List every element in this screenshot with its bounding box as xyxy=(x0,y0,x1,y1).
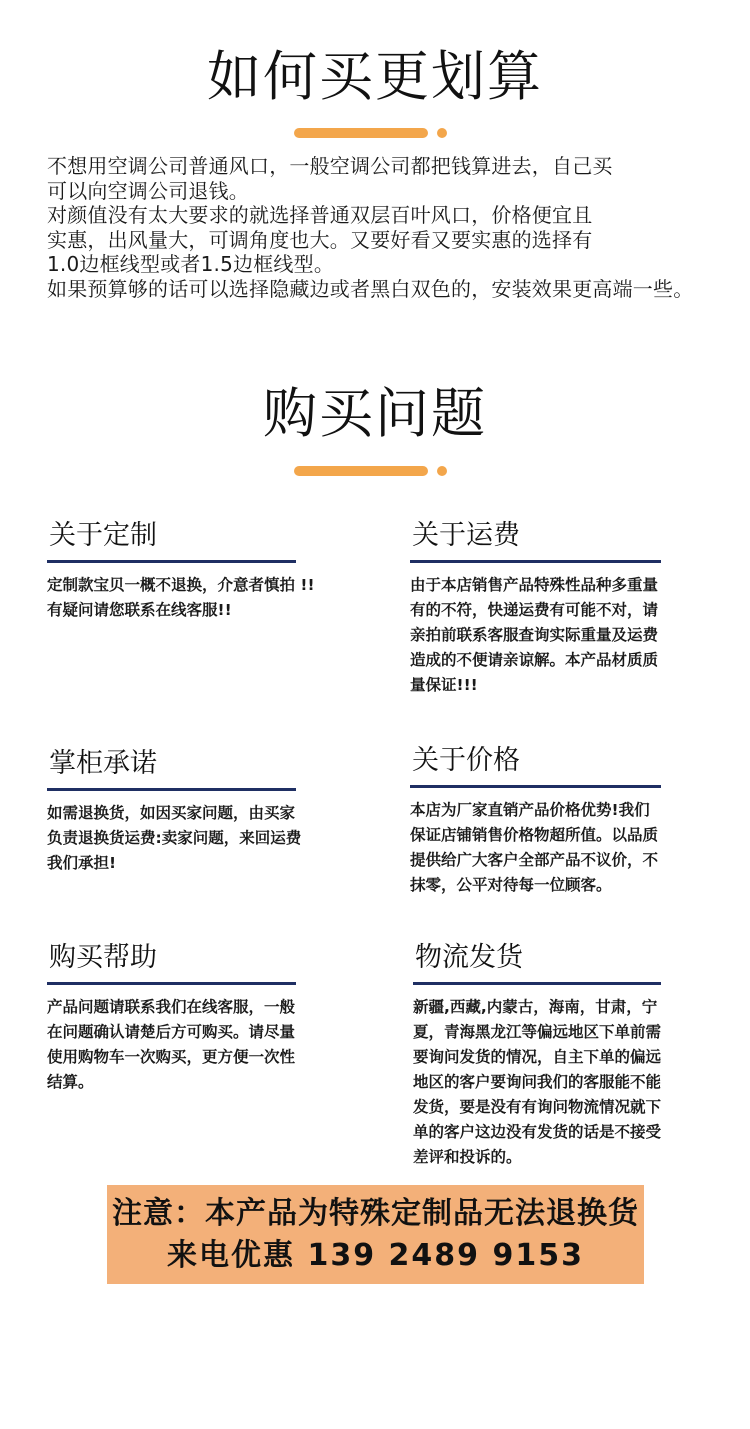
card-underline xyxy=(410,560,661,563)
title-divider xyxy=(0,128,750,140)
card-body xyxy=(410,573,661,698)
card-title: 购买帮助 xyxy=(49,942,157,973)
card-text-line: 亲拍前联系客服查询实际重量及运费 xyxy=(410,626,659,644)
notice-banner xyxy=(107,1185,644,1284)
card-title: 物流发货 xyxy=(415,942,523,973)
paragraph-line: 实惠，出风量大，可调角度也大。又要好看又要实惠的选择有 xyxy=(47,227,593,252)
card-text-line: 差评和投诉的。 xyxy=(413,1148,522,1166)
card-body xyxy=(47,801,302,876)
card-text-line: 定制款宝贝一概不退换，介意者慎拍 !! xyxy=(47,576,315,594)
card-logistics xyxy=(413,942,661,1170)
paragraph-line: 如果预算够的话可以选择隐藏边或者黑白双色的，安装效果更高端一些。 xyxy=(47,276,694,301)
card-text-line: 我们承担! xyxy=(47,854,117,872)
card-text-line: 负责退换货运费:卖家问题，来回运费 xyxy=(47,829,302,847)
card-text-line: 在问题确认请楚后方可购买。请尽量 xyxy=(47,1023,296,1041)
card-text-line: 如需退换货，如因买家问题，由买家 xyxy=(47,804,296,822)
card-pricing xyxy=(410,745,661,898)
title-divider xyxy=(0,466,750,478)
paragraph-line: 对颜值没有太大要求的就选择普通双层百叶风口，价格便宜且 xyxy=(47,203,593,228)
notice-no-returns: 注意：本产品为特殊定制品无法退换货 xyxy=(112,1196,639,1231)
section-title-how-to-buy: 如何买更划算 xyxy=(207,45,543,108)
card-underline xyxy=(47,560,296,563)
section-title-purchase-questions: 购买问题 xyxy=(263,382,487,445)
paragraph-line: 不想用空调公司普通风口，一般空调公司都把钱算进去，自己买 xyxy=(47,154,613,178)
card-text-line: 地区的客户要询问我们的客服能不能 xyxy=(413,1073,662,1091)
notice-phone: 来电优惠 139 2489 9153 xyxy=(167,1238,584,1273)
paragraph-line: 1.0边框线型或者1.5边框线型。 xyxy=(47,252,335,277)
card-underline xyxy=(413,982,661,985)
card-title: 关于运费 xyxy=(412,520,520,551)
card-title: 掌柜承诺 xyxy=(49,748,157,779)
card-text-line: 单的客户这边没有发货的话是不接受 xyxy=(413,1123,662,1141)
paragraph-line: 可以向空调公司退钱。 xyxy=(47,178,249,203)
card-underline xyxy=(47,788,296,791)
card-custom-orders xyxy=(47,520,315,623)
card-text-line: 保证店铺销售价格物超所值。以品质 xyxy=(410,826,659,844)
card-text-line: 要询问发货的情况，自主下单的偏远 xyxy=(413,1048,662,1066)
card-text-line: 结算。 xyxy=(47,1073,94,1091)
card-text-line: 由于本店销售产品特殊性品种多重量 xyxy=(410,576,659,594)
card-underline xyxy=(47,982,296,985)
card-text-line: 夏，青海黑龙江等偏远地区下单前需 xyxy=(413,1023,662,1041)
card-shop-promise xyxy=(47,748,302,876)
card-body xyxy=(410,798,661,898)
card-text-line: 本店为厂家直销产品价格优势!我们 xyxy=(410,801,650,819)
card-title: 关于价格 xyxy=(412,745,520,776)
card-text-line: 发货，要是没有有询问物流情况就下 xyxy=(413,1098,662,1116)
card-shipping-fees xyxy=(410,520,661,698)
card-text-line: 使用购物车一次购买，更方便一次性 xyxy=(47,1048,296,1066)
card-text-line: 新疆,西藏,内蒙古，海南，甘肃，宁 xyxy=(413,998,658,1016)
card-body xyxy=(47,995,296,1095)
card-underline xyxy=(410,785,661,788)
card-purchase-help xyxy=(47,942,296,1095)
card-text-line: 产品问题请联系我们在线客服，一般 xyxy=(47,998,296,1016)
card-text-line: 量保证!!! xyxy=(410,676,478,694)
card-text-line: 有的不符，快递运费有可能不对，请 xyxy=(410,601,659,619)
card-body xyxy=(413,995,661,1170)
card-title: 关于定制 xyxy=(49,520,157,551)
card-text-line: 抹零，公平对待每一位顾客。 xyxy=(410,876,612,894)
card-text-line: 造成的不便请亲谅解。本产品材质质 xyxy=(410,651,659,669)
card-body xyxy=(47,573,315,623)
card-text-line: 有疑问请您联系在线客服!! xyxy=(47,601,232,619)
buying-tips-paragraph xyxy=(47,154,747,302)
card-text-line: 提供给广大客户全部产品不议价，不 xyxy=(410,851,659,869)
